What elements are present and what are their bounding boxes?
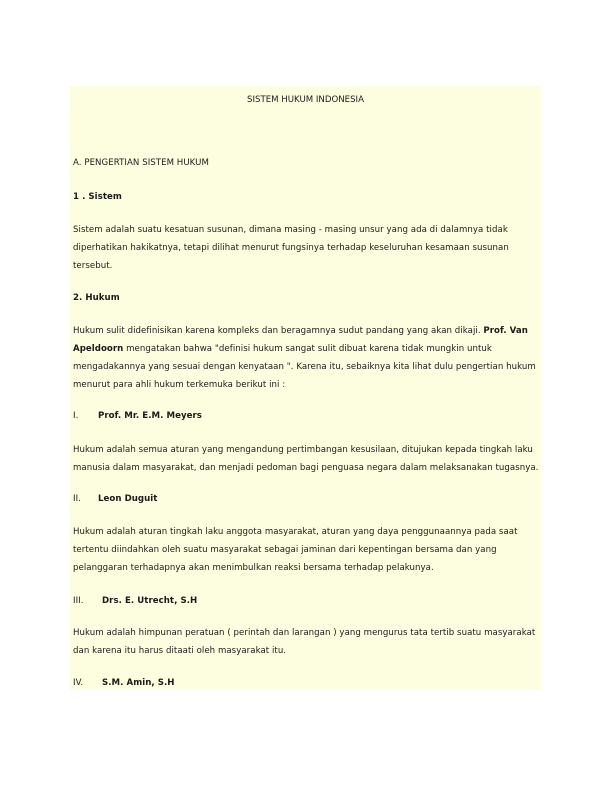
expert-heading-4 — [73, 677, 175, 689]
expert-name: S.M. Amin, S.H — [102, 678, 175, 688]
subheading-hukum: 2. Hukum — [73, 293, 120, 303]
expert-heading-1 — [73, 410, 202, 422]
expert-name: Prof. Mr. E.M. Meyers — [98, 411, 202, 421]
expert-1-line-1: Hukum adalah semua aturan yang mengandung pertimbangan kesusilaan, ditujukan kepada tingkah laku — [73, 445, 533, 455]
expert-3-line-1: Hukum adalah himpunan peratuan ( perintah dan larangan ) yang mengurus tata tertib suatu masyarakat — [73, 628, 536, 638]
hukum-paragraph-line-4: menurut para ahli hukum terkemuka berikut ini : — [73, 380, 286, 390]
sistem-paragraph-line-2: diperhatikan hakikatnya, tetapi dilihat menurut fungsinya terhadap keseluruhan kesamaan susunan — [73, 243, 509, 253]
expert-2-line-2: tertentu diindahkan oleh suatu masyarakat sebagai jaminan dari kepentingan bersama dan yang — [73, 545, 497, 555]
expert-numeral: II. — [73, 494, 81, 504]
document-title: SISTEM HUKUM INDONESIA — [247, 95, 364, 105]
hukum-line-1-text: Hukum sulit didefinisikan karena kompleks dan beragamnya sudut pandang yang akan dikaji. — [73, 326, 484, 336]
expert-1-line-2: manusia dalam masyarakat, dan menjadi pedoman bagi penguasa negara dalam melaksanakan tugasnya. — [73, 463, 539, 473]
hukum-line-1-bold: Prof. Van — [483, 326, 528, 336]
expert-heading-3 — [73, 595, 197, 607]
expert-2-line-3: pelanggaran terhadapnya akan menimbulkan reaksi bersama terhadap pelakunya. — [73, 563, 434, 573]
section-heading-a: A. PENGERTIAN SISTEM HUKUM — [73, 158, 209, 168]
hukum-line-2-text: mengatakan bahwa "definisi hukum sangat sulit dibuat karena tidak mungkin untuk — [123, 344, 492, 354]
expert-heading-2 — [73, 493, 157, 505]
expert-name: Drs. E. Utrecht, S.H — [102, 596, 198, 606]
hukum-paragraph-line-3: mengadakannya yang sesuai dengan kenyataan ". Karena itu, sebaiknya kita lihat dulu pengertian hukum — [73, 362, 536, 372]
expert-numeral: I. — [73, 411, 79, 421]
expert-numeral: IV. — [73, 678, 84, 688]
subheading-sistem: 1 . Sistem — [73, 192, 122, 202]
hukum-paragraph-line-1 — [73, 325, 528, 337]
expert-numeral: III. — [73, 596, 84, 606]
hukum-line-2-bold: Apeldoorn — [73, 344, 124, 354]
expert-3-line-2: dan karena itu harus ditaati oleh masyarakat itu. — [73, 646, 287, 656]
expert-2-line-1: Hukum adalah aturan tingkah laku anggota masyarakat, aturan yang daya penggunaannya pada saat — [73, 527, 518, 537]
hukum-paragraph-line-2 — [73, 343, 492, 355]
expert-name: Leon Duguit — [98, 494, 158, 504]
sistem-paragraph-line-3: tersebut. — [73, 261, 113, 271]
sistem-paragraph-line-1: Sistem adalah suatu kesatuan susunan, dimana masing - masing unsur yang ada di dalamnya tidak — [73, 225, 508, 235]
